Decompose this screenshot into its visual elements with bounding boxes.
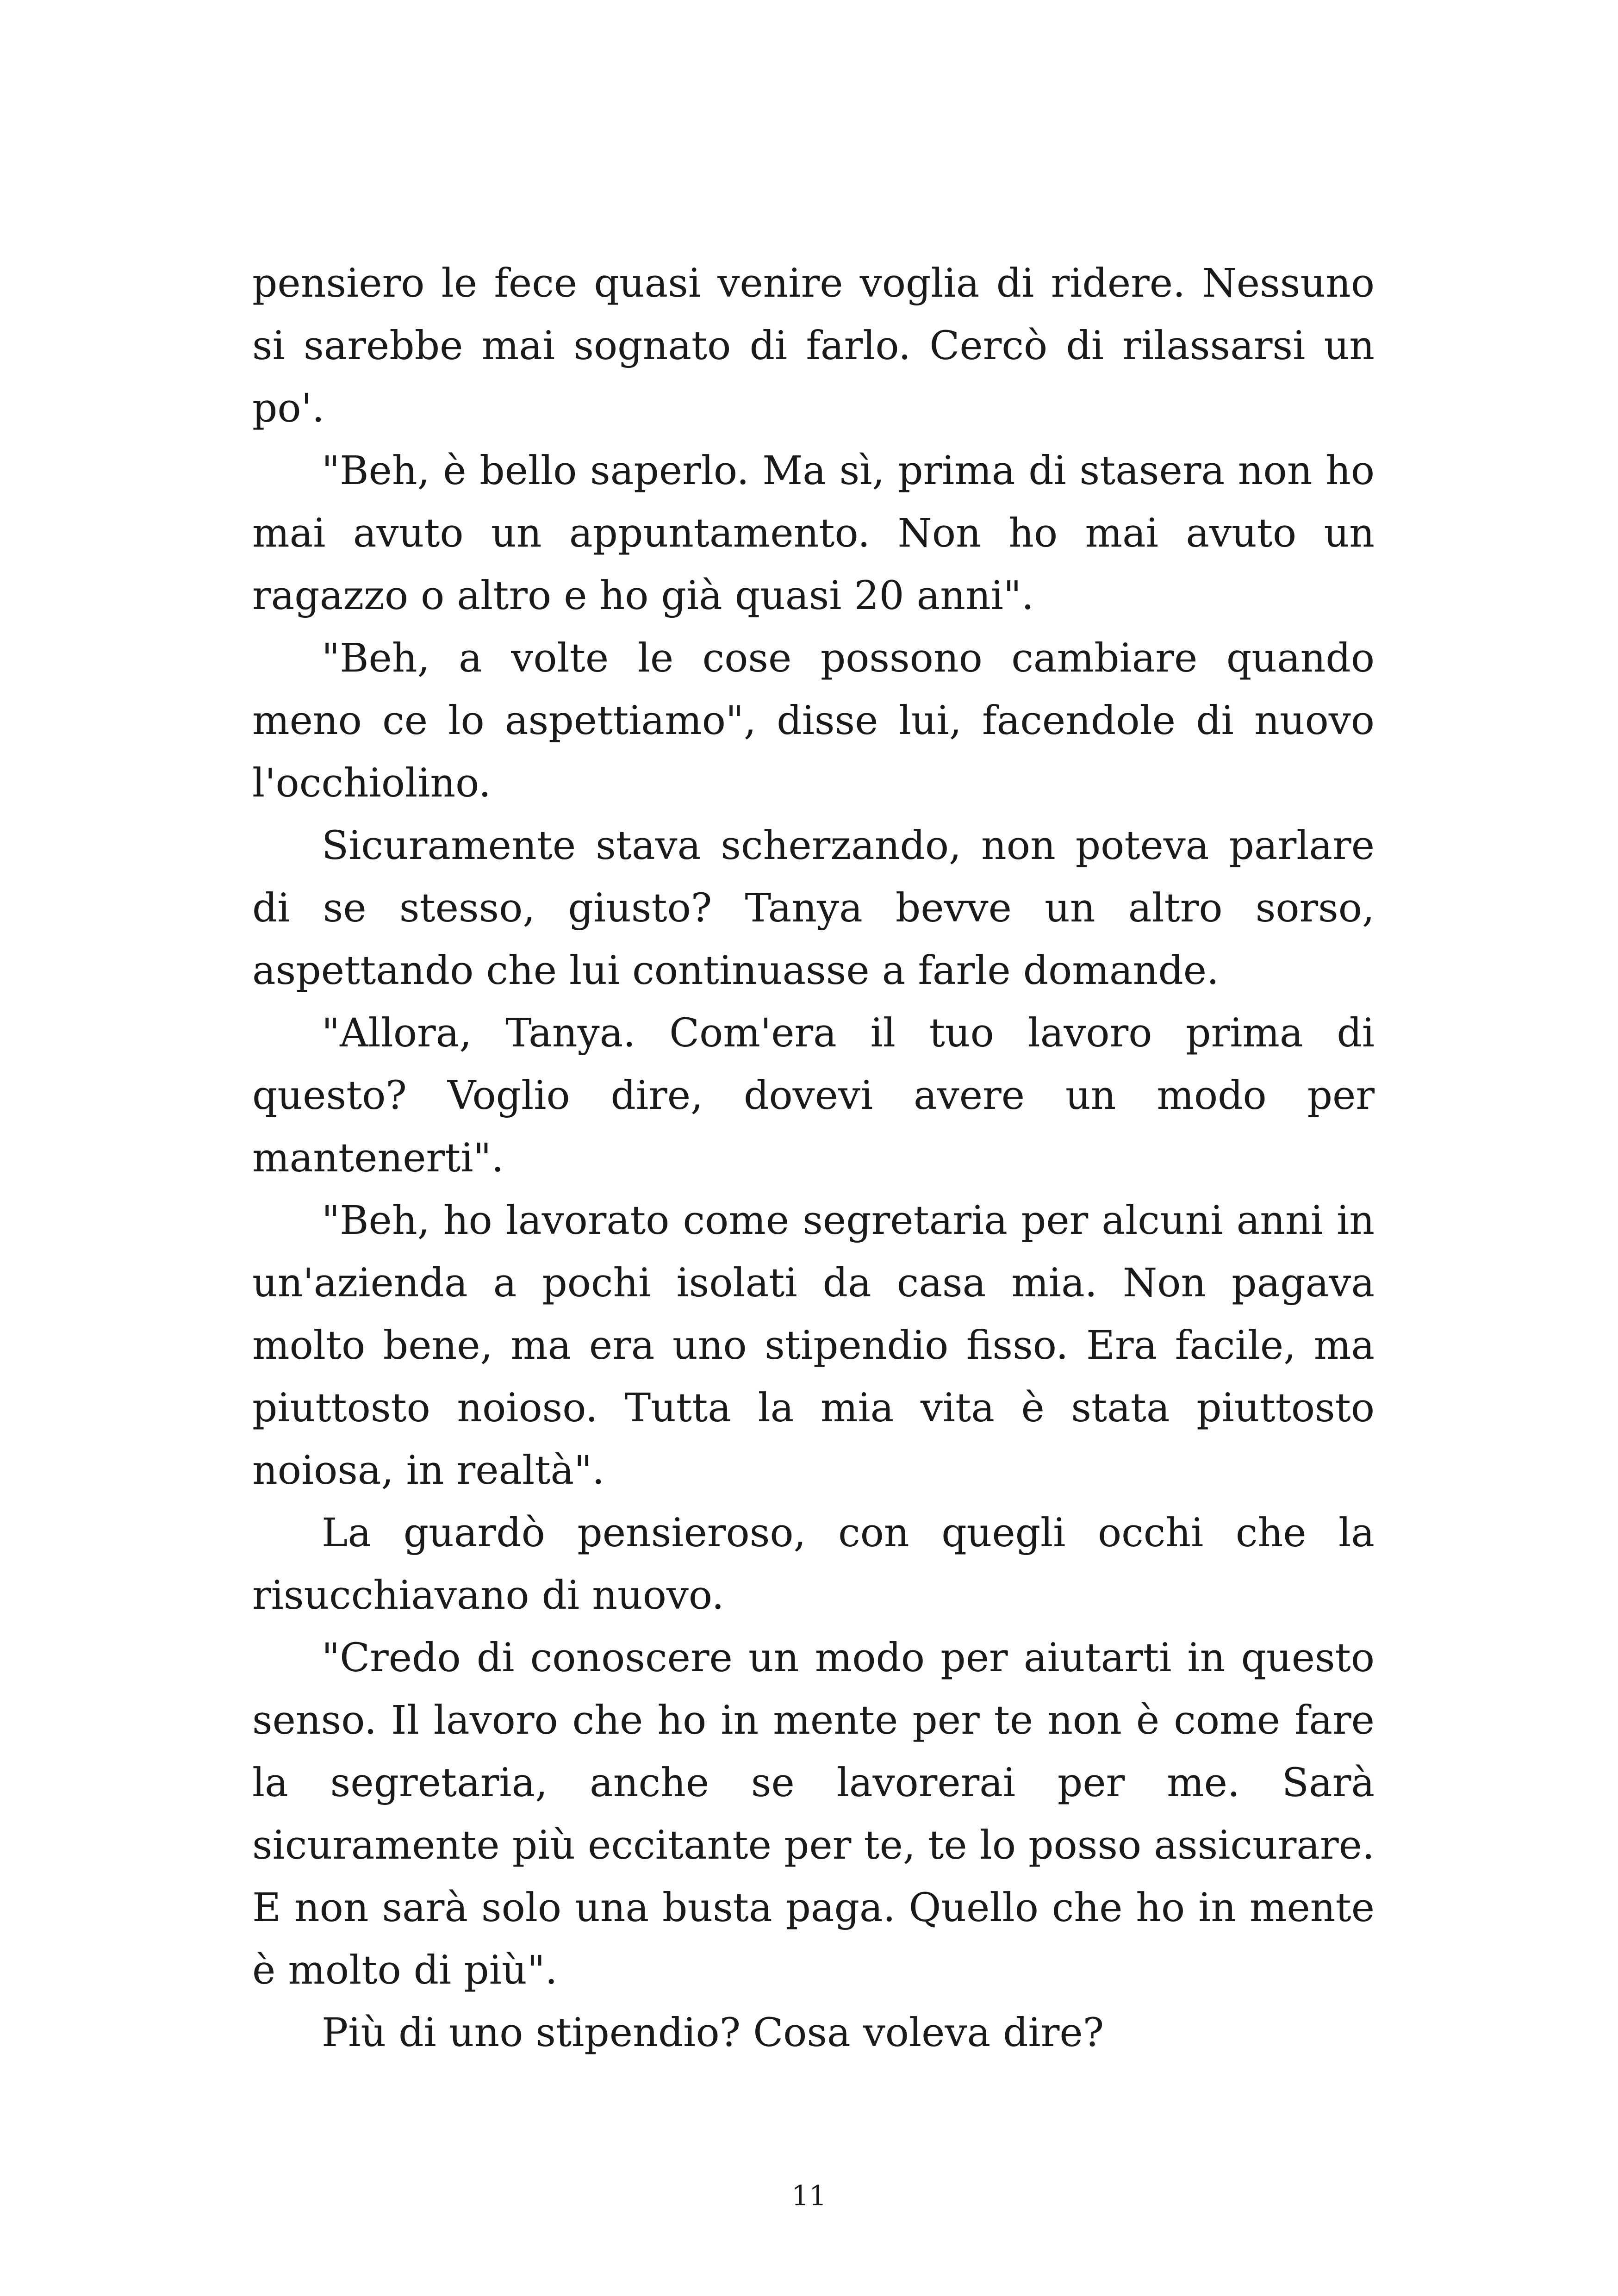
paragraph-1: pensiero le fece quasi venire voglia di ridere. Nessuno si sarebbe mai sognato di farlo. Cercò di rilassarsi un po'.	[252, 261, 1375, 431]
paragraph-9: Più di uno stipendio? Cosa voleva dire?	[322, 2010, 1104, 2056]
body-text	[252, 252, 1375, 2064]
paragraph-5: "Allora, Tanya. Com'era il tuo lavoro prima di questo? Voglio dire, dovevi avere un modo per mantenerti".	[252, 1010, 1375, 1181]
page-number: 11	[791, 2180, 827, 2212]
paragraph-7: La guardò pensieroso, con quegli occhi che la risucchiavano di nuovo.	[252, 1510, 1375, 1618]
paragraph-6: "Beh, ho lavorato come segretaria per alcuni anni in un'azienda a pochi isolati da casa mia. Non pagava molto bene, ma era uno stipendio fisso. Era facile, ma piuttosto noioso. Tutta la mia vita è stata piuttosto noiosa, in realtà".	[252, 1198, 1375, 1493]
paragraph-8: "Credo di conoscere un modo per aiutarti in questo senso. Il lavoro che ho in mente per te non è come fare la segretaria, anche se lavorerai per me. Sarà sicuramente più eccitante per te, te lo posso assicurare. E non sarà solo una busta paga. Quello che ho in mente è molto di più".	[252, 1635, 1375, 1993]
paragraph-4: Sicuramente stava scherzando, non poteva parlare di se stesso, giusto? Tanya bevve un altro sorso, aspettando che lui continuasse a farle domande.	[252, 823, 1375, 994]
paragraph-3: "Beh, a volte le cose possono cambiare quando meno ce lo aspettiamo", disse lui, facendole di nuovo l'occhiolino.	[252, 635, 1375, 806]
paragraph-2: "Beh, è bello saperlo. Ma sì, prima di stasera non ho mai avuto un appuntamento. Non ho mai avuto un ragazzo o altro e ho già quasi 20 anni".	[252, 448, 1375, 619]
